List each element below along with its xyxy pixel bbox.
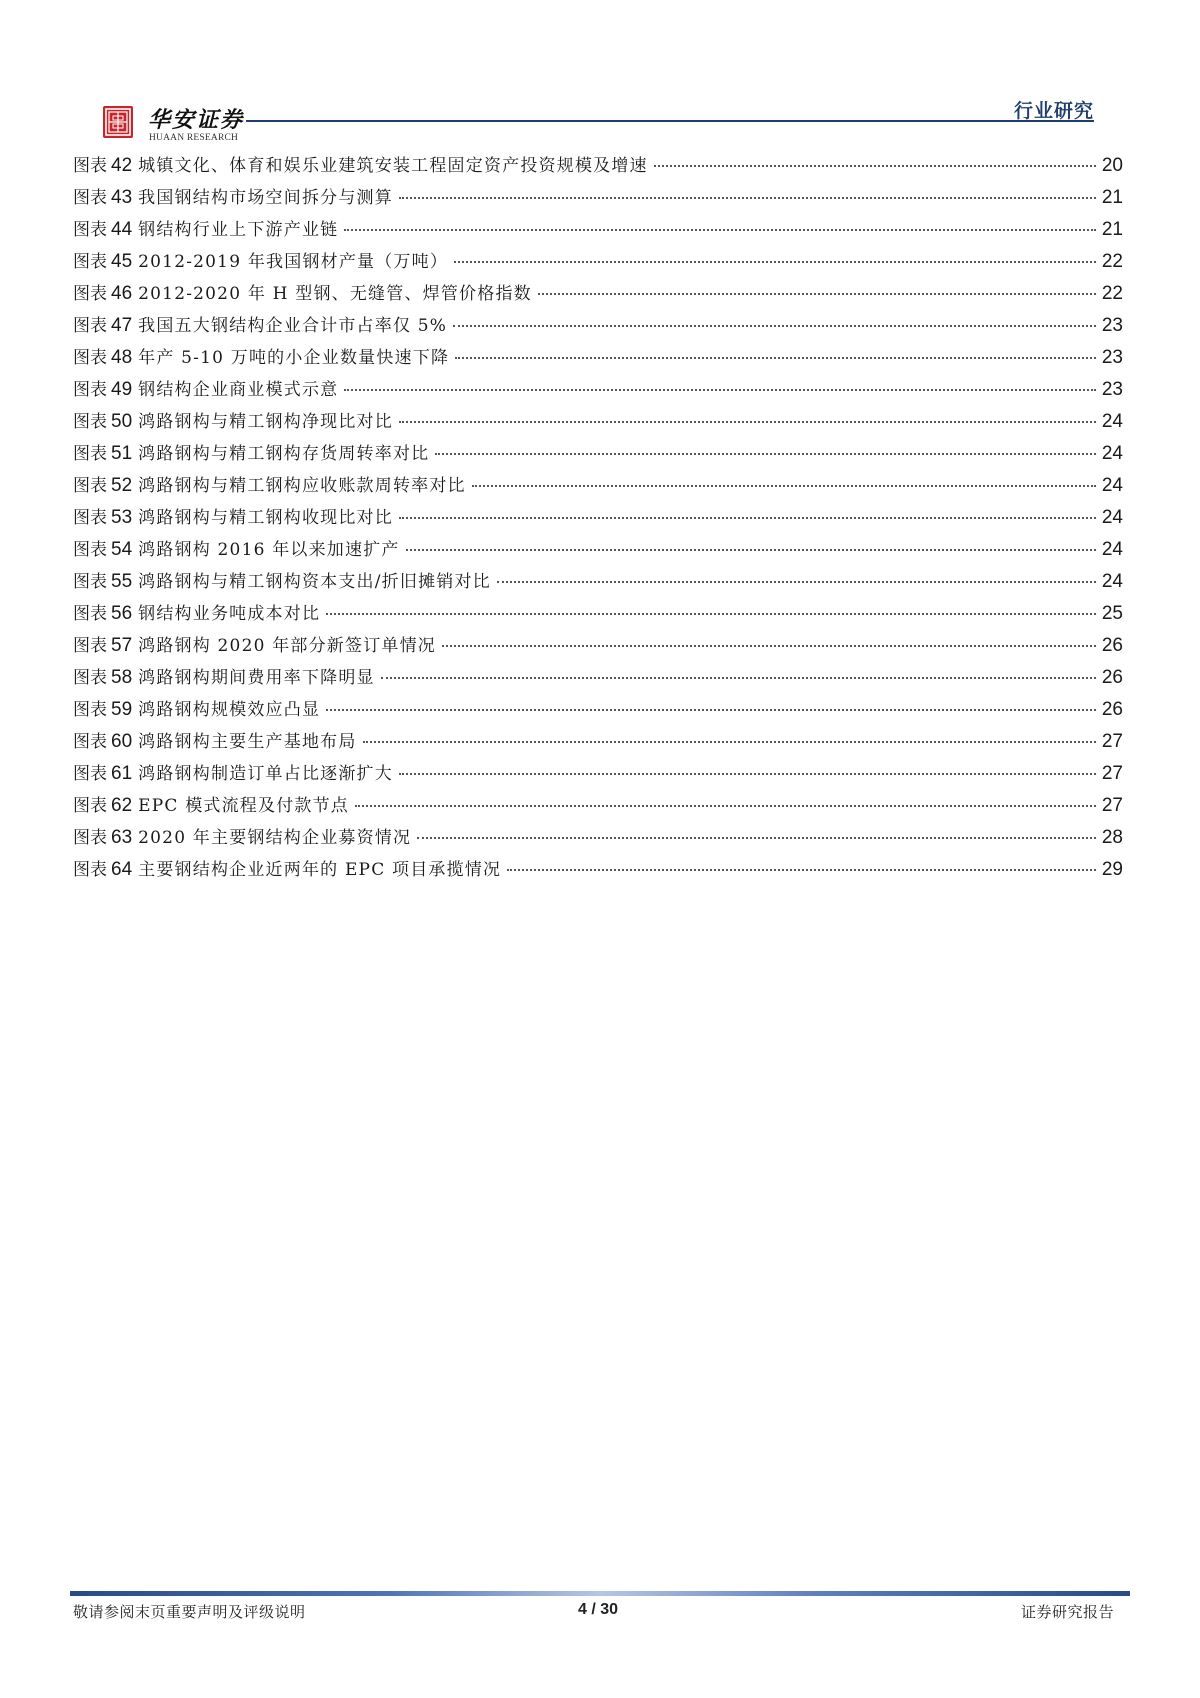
toc-entry-number: 61 [111,763,133,784]
toc-entry-prefix: 图表 [73,316,107,336]
toc-entry-prefix: 图表 [73,668,107,688]
toc-entry-page-number[interactable]: 24 [1101,507,1123,528]
toc-entry-number: 49 [111,379,133,400]
toc-dot-leader [435,453,1096,455]
toc-entry-page-number[interactable]: 24 [1101,539,1123,560]
toc-entry-figure-52[interactable] [73,470,1123,502]
toc-entry-prefix: 图表 [73,380,107,400]
toc-entry-figure-51[interactable] [73,438,1123,470]
toc-entry-page-number[interactable]: 26 [1101,635,1123,656]
toc-entry-number: 50 [111,411,133,432]
toc-dot-leader [381,677,1096,679]
toc-dot-leader [406,549,1096,551]
toc-entry-figure-53[interactable] [73,502,1123,534]
report-type: 证券研究报告 [1020,1603,1114,1621]
toc-entry-number: 42 [111,155,133,176]
toc-entry-title[interactable]: 鸿路钢构主要生产基地布局 [138,732,357,752]
brand-name-cn: 华安证券 [148,107,245,133]
toc-entry-page-number[interactable]: 26 [1101,699,1123,720]
toc-entry-page-number[interactable]: 29 [1101,859,1123,880]
toc-entry-title[interactable]: 2012-2019 年我国钢材产量（万吨） [138,252,449,272]
toc-entry-number: 57 [111,635,133,656]
toc-entry-title[interactable]: 年产 5-10 万吨的小企业数量快速下降 [138,348,450,368]
toc-entry-prefix: 图表 [73,732,107,752]
toc-entry-title[interactable]: 我国五大钢结构企业合计市占率仅 5% [138,316,448,336]
toc-entry-page-number[interactable]: 24 [1101,411,1123,432]
toc-entry-title[interactable]: 城镇文化、体育和娱乐业建筑安装工程固定资产投资规模及增速 [138,156,648,176]
toc-entry-prefix: 图表 [73,572,107,592]
toc-entry-prefix: 图表 [73,284,107,304]
toc-entry-figure-55[interactable] [73,566,1123,598]
toc-entry-title[interactable]: 鸿路钢构 2020 年部分新签订单情况 [138,636,437,656]
toc-dot-leader [326,613,1096,615]
toc-entry-page-number[interactable]: 27 [1101,763,1123,784]
toc-entry-figure-43[interactable] [73,182,1123,214]
toc-entry-figure-61[interactable] [73,758,1123,790]
toc-entry-page-number[interactable]: 22 [1101,283,1123,304]
toc-entry-prefix: 图表 [73,796,107,816]
toc-entry-figure-57[interactable] [73,630,1123,662]
toc-entry-figure-44[interactable] [73,214,1123,246]
toc-dot-leader [453,325,1096,327]
toc-entry-page-number[interactable]: 26 [1101,667,1123,688]
toc-entry-page-number[interactable]: 27 [1101,795,1123,816]
toc-entry-title[interactable]: 鸿路钢构与精工钢构收现比对比 [138,508,393,528]
toc-entry-figure-46[interactable] [73,278,1123,310]
toc-dot-leader [399,197,1096,199]
toc-dot-leader [507,869,1096,871]
toc-entry-prefix: 图表 [73,636,107,656]
toc-entry-figure-42[interactable] [73,150,1123,182]
toc-entry-number: 56 [111,603,133,624]
toc-entry-page-number[interactable]: 28 [1101,827,1123,848]
toc-entry-number: 54 [111,539,133,560]
toc-entry-number: 51 [111,443,133,464]
toc-entry-number: 53 [111,507,133,528]
toc-entry-figure-49[interactable] [73,374,1123,406]
toc-entry-title[interactable]: 鸿路钢构规模效应凸显 [138,700,321,720]
figure-index-list [73,150,1123,886]
toc-entry-number: 52 [111,475,133,496]
toc-dot-leader [399,517,1096,519]
toc-entry-number: 62 [111,795,133,816]
toc-entry-prefix: 图表 [73,860,107,880]
toc-entry-title[interactable]: 鸿路钢构制造订单占比逐渐扩大 [138,764,393,784]
toc-entry-figure-45[interactable] [73,246,1123,278]
toc-entry-prefix: 图表 [73,508,107,528]
toc-entry-prefix: 图表 [73,604,107,624]
toc-entry-number: 44 [111,219,133,240]
brand-name-en: HUAAN RESEARCH [149,133,239,143]
toc-entry-number: 58 [111,667,133,688]
toc-entry-number: 47 [111,315,133,336]
toc-entry-figure-54[interactable] [73,534,1123,566]
toc-entry-prefix: 图表 [73,476,107,496]
toc-entry-figure-60[interactable] [73,726,1123,758]
toc-entry-title[interactable]: EPC 模式流程及付款节点 [138,796,349,816]
toc-entry-page-number[interactable]: 21 [1101,187,1123,208]
toc-entry-page-number[interactable]: 20 [1101,155,1123,176]
toc-dot-leader [399,421,1096,423]
toc-entry-prefix: 图表 [73,700,107,720]
toc-entry-page-number[interactable]: 23 [1101,315,1123,336]
toc-entry-page-number[interactable]: 27 [1101,731,1123,752]
toc-entry-figure-59[interactable] [73,694,1123,726]
toc-entry-number: 60 [111,731,133,752]
footer-disclaimer: 敬请参阅末页重要声明及评级说明 [73,1603,306,1621]
page-header [0,0,1200,150]
toc-dot-leader [417,837,1096,839]
toc-entry-title[interactable]: 鸿路钢构 2016 年以来加速扩产 [138,540,400,560]
toc-entry-number: 63 [111,827,133,848]
toc-entry-number: 55 [111,571,133,592]
toc-entry-title[interactable]: 钢结构行业上下游产业链 [138,220,339,240]
toc-entry-page-number[interactable]: 23 [1101,347,1123,368]
toc-entry-number: 43 [111,187,133,208]
toc-entry-number: 59 [111,699,133,720]
toc-entry-number: 46 [111,283,133,304]
toc-entry-title[interactable]: 鸿路钢构与精工钢构存货周转率对比 [138,444,430,464]
toc-entry-page-number[interactable]: 24 [1101,475,1123,496]
toc-dot-leader [538,293,1096,295]
toc-dot-leader [363,741,1096,743]
toc-entry-number: 45 [111,251,133,272]
toc-dot-leader [497,581,1096,583]
footer-divider [70,1591,1130,1596]
toc-entry-prefix: 图表 [73,764,107,784]
toc-entry-title[interactable]: 鸿路钢构与精工钢构净现比对比 [138,412,393,432]
toc-entry-prefix: 图表 [73,220,107,240]
toc-entry-number: 48 [111,347,133,368]
toc-entry-page-number[interactable]: 24 [1101,443,1123,464]
toc-entry-page-number[interactable]: 23 [1101,379,1123,400]
toc-entry-title[interactable]: 我国钢结构市场空间拆分与测算 [138,188,393,208]
toc-entry-prefix: 图表 [73,348,107,368]
toc-entry-title[interactable]: 鸿路钢构与精工钢构应收账款周转率对比 [138,476,466,496]
toc-dot-leader [399,773,1096,775]
toc-entry-figure-50[interactable] [73,406,1123,438]
toc-entry-title[interactable]: 2012-2020 年 H 型钢、无缝管、焊管价格指数 [138,284,532,304]
toc-entry-figure-56[interactable] [73,598,1123,630]
toc-dot-leader [455,357,1096,359]
toc-entry-number: 64 [111,859,133,880]
toc-entry-prefix: 图表 [73,188,107,208]
toc-entry-title[interactable]: 鸿路钢构与精工钢构资本支出/折旧摊销对比 [138,572,491,592]
toc-entry-title[interactable]: 鸿路钢构期间费用率下降明显 [138,668,375,688]
toc-entry-title[interactable]: 主要钢结构企业近两年的 EPC 项目承揽情况 [138,860,502,880]
toc-entry-page-number[interactable]: 22 [1101,251,1123,272]
header-divider [246,120,1094,122]
toc-entry-page-number[interactable]: 25 [1101,603,1123,624]
section-tag: 行业研究 [1013,101,1094,122]
toc-entry-page-number[interactable]: 21 [1101,219,1123,240]
toc-entry-prefix: 图表 [73,540,107,560]
toc-dot-leader [326,709,1096,711]
toc-dot-leader [654,165,1096,167]
toc-entry-figure-48[interactable] [73,342,1123,374]
toc-entry-prefix: 图表 [73,156,107,176]
toc-dot-leader [344,389,1096,391]
toc-entry-prefix: 图表 [73,828,107,848]
toc-entry-title[interactable]: 钢结构企业商业模式示意 [138,380,339,400]
toc-entry-figure-64[interactable] [73,854,1123,886]
toc-dot-leader [355,805,1096,807]
toc-entry-figure-62[interactable] [73,790,1123,822]
toc-entry-figure-47[interactable] [73,310,1123,342]
toc-dot-leader [344,229,1096,231]
toc-entry-prefix: 图表 [73,444,107,464]
toc-dot-leader [472,485,1096,487]
toc-entry-prefix: 图表 [73,252,107,272]
toc-entry-title[interactable]: 2020 年主要钢结构企业募资情况 [138,828,412,848]
toc-entry-page-number[interactable]: 24 [1101,571,1123,592]
toc-entry-title[interactable]: 钢结构业务吨成本对比 [138,604,321,624]
page-indicator: 4 / 30 [578,1601,619,1618]
toc-dot-leader [454,261,1096,263]
toc-dot-leader [442,645,1096,647]
huaan-logo-icon [103,106,133,138]
toc-entry-figure-58[interactable] [73,662,1123,694]
toc-entry-prefix: 图表 [73,412,107,432]
toc-entry-figure-63[interactable] [73,822,1123,854]
